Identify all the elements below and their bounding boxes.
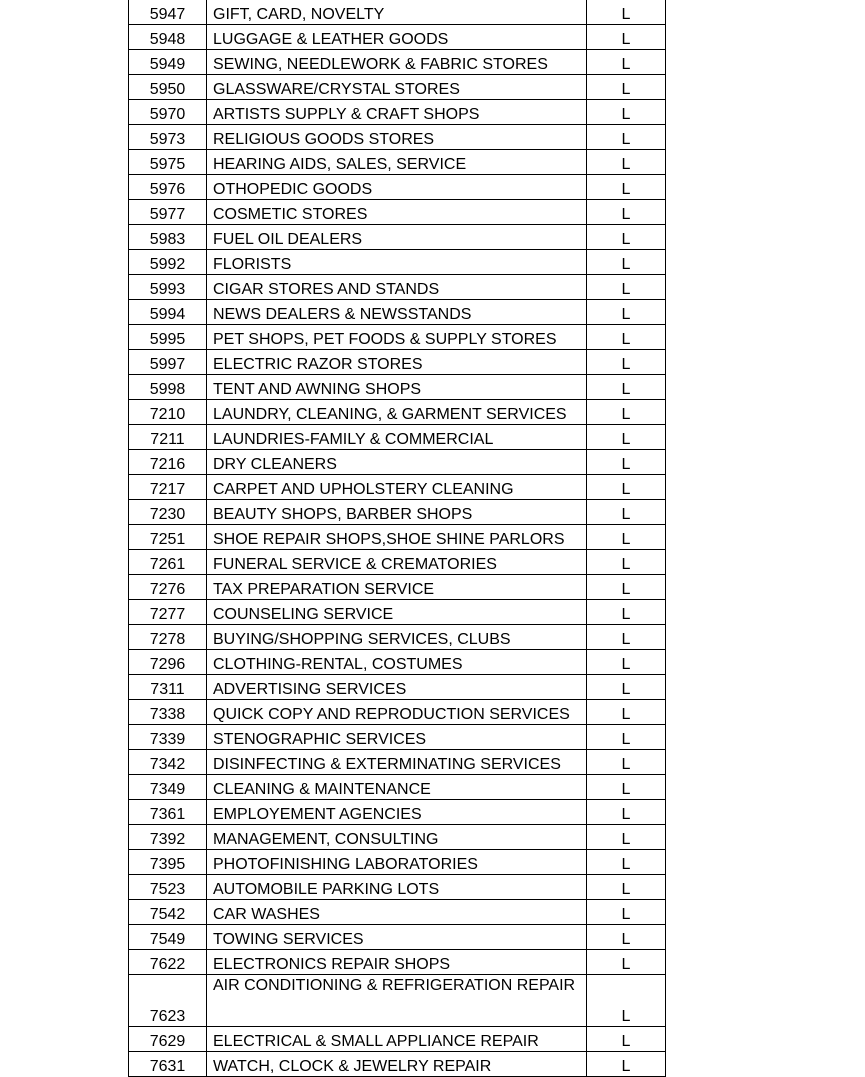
code-cell: 7277 [129, 600, 207, 625]
code-cell: 7542 [129, 900, 207, 925]
flag-cell: L [587, 500, 666, 525]
description-cell: COSMETIC STORES [207, 200, 587, 225]
flag-cell: L [587, 250, 666, 275]
code-cell: 7210 [129, 400, 207, 425]
flag-cell: L [587, 150, 666, 175]
description-cell: COUNSELING SERVICE [207, 600, 587, 625]
code-cell: 7623 [129, 975, 207, 1027]
table-row [129, 725, 666, 750]
table-row [129, 700, 666, 725]
code-cell: 7261 [129, 550, 207, 575]
table-row [129, 225, 666, 250]
description-cell: CAR WASHES [207, 900, 587, 925]
table-row [129, 125, 666, 150]
flag-cell: L [587, 300, 666, 325]
table-row [129, 875, 666, 900]
flag-cell: L [587, 1027, 666, 1052]
flag-cell: L [587, 975, 666, 1027]
flag-cell: L [587, 375, 666, 400]
flag-cell: L [587, 450, 666, 475]
description-cell: GLASSWARE/CRYSTAL STORES [207, 75, 587, 100]
description-cell: CIGAR STORES AND STANDS [207, 275, 587, 300]
code-cell: 7230 [129, 500, 207, 525]
code-cell: 7549 [129, 925, 207, 950]
description-cell: NEWS DEALERS & NEWSSTANDS [207, 300, 587, 325]
code-cell: 7278 [129, 625, 207, 650]
flag-cell: L [587, 200, 666, 225]
description-cell: ELECTRIC RAZOR STORES [207, 350, 587, 375]
description-cell: ELECTRICAL & SMALL APPLIANCE REPAIR [207, 1027, 587, 1052]
code-cell: 7342 [129, 750, 207, 775]
flag-cell: L [587, 350, 666, 375]
flag-cell: L [587, 725, 666, 750]
description-cell: EMPLOYEMENT AGENCIES [207, 800, 587, 825]
code-cell: 7349 [129, 775, 207, 800]
flag-cell: L [587, 175, 666, 200]
table-row [129, 800, 666, 825]
code-cell: 7217 [129, 475, 207, 500]
flag-cell: L [587, 0, 666, 25]
flag-cell: L [587, 400, 666, 425]
flag-cell: L [587, 75, 666, 100]
code-cell: 5993 [129, 275, 207, 300]
description-cell: FUNERAL SERVICE & CREMATORIES [207, 550, 587, 575]
flag-cell: L [587, 275, 666, 300]
description-cell: PHOTOFINISHING LABORATORIES [207, 850, 587, 875]
description-cell: CARPET AND UPHOLSTERY CLEANING [207, 475, 587, 500]
code-cell: 5997 [129, 350, 207, 375]
flag-cell: L [587, 475, 666, 500]
flag-cell: L [587, 825, 666, 850]
flag-cell: L [587, 1052, 666, 1077]
table-row [129, 975, 666, 1027]
flag-cell: L [587, 675, 666, 700]
flag-cell: L [587, 650, 666, 675]
code-cell: 7622 [129, 950, 207, 975]
flag-cell: L [587, 25, 666, 50]
code-cell: 7296 [129, 650, 207, 675]
code-cell: 7339 [129, 725, 207, 750]
description-cell: ELECTRONICS REPAIR SHOPS [207, 950, 587, 975]
code-cell: 5975 [129, 150, 207, 175]
table-row [129, 825, 666, 850]
flag-cell: L [587, 950, 666, 975]
flag-cell: L [587, 700, 666, 725]
code-cell: 5947 [129, 0, 207, 25]
description-cell: CLEANING & MAINTENANCE [207, 775, 587, 800]
code-cell: 5949 [129, 50, 207, 75]
code-cell: 7395 [129, 850, 207, 875]
description-cell: TOWING SERVICES [207, 925, 587, 950]
description-cell: RELIGIOUS GOODS STORES [207, 125, 587, 150]
table-row [129, 450, 666, 475]
flag-cell: L [587, 750, 666, 775]
table-row [129, 675, 666, 700]
code-cell: 5973 [129, 125, 207, 150]
table-body [129, 0, 666, 1077]
flag-cell: L [587, 575, 666, 600]
flag-cell: L [587, 875, 666, 900]
code-cell: 7361 [129, 800, 207, 825]
table-row [129, 525, 666, 550]
flag-cell: L [587, 225, 666, 250]
description-cell: STENOGRAPHIC SERVICES [207, 725, 587, 750]
table-row [129, 150, 666, 175]
code-cell: 5970 [129, 100, 207, 125]
flag-cell: L [587, 325, 666, 350]
flag-cell: L [587, 775, 666, 800]
description-cell: MANAGEMENT, CONSULTING [207, 825, 587, 850]
table-row [129, 375, 666, 400]
description-cell: QUICK COPY AND REPRODUCTION SERVICES [207, 700, 587, 725]
table-row [129, 850, 666, 875]
description-cell: OTHOPEDIC GOODS [207, 175, 587, 200]
description-cell: ADVERTISING SERVICES [207, 675, 587, 700]
code-cell: 7211 [129, 425, 207, 450]
table-row [129, 500, 666, 525]
table-row [129, 425, 666, 450]
code-cell: 5976 [129, 175, 207, 200]
flag-cell: L [587, 850, 666, 875]
flag-cell: L [587, 600, 666, 625]
table-row [129, 1027, 666, 1052]
code-cell: 5995 [129, 325, 207, 350]
code-cell: 5948 [129, 25, 207, 50]
flag-cell: L [587, 925, 666, 950]
table-row [129, 200, 666, 225]
flag-cell: L [587, 900, 666, 925]
flag-cell: L [587, 800, 666, 825]
code-cell: 5983 [129, 225, 207, 250]
description-cell: FLORISTS [207, 250, 587, 275]
code-cell: 7392 [129, 825, 207, 850]
description-cell: LAUNDRIES-FAMILY & COMMERCIAL [207, 425, 587, 450]
code-cell: 5994 [129, 300, 207, 325]
description-cell: AIR CONDITIONING & REFRIGERATION REPAIR [207, 975, 587, 1027]
table-row [129, 0, 666, 25]
code-cell: 7216 [129, 450, 207, 475]
table-row [129, 475, 666, 500]
flag-cell: L [587, 625, 666, 650]
description-cell: LAUNDRY, CLEANING, & GARMENT SERVICES [207, 400, 587, 425]
code-cell: 5992 [129, 250, 207, 275]
description-cell: LUGGAGE & LEATHER GOODS [207, 25, 587, 50]
table-row [129, 925, 666, 950]
table-row [129, 300, 666, 325]
table-row [129, 100, 666, 125]
code-cell: 7631 [129, 1052, 207, 1077]
table-row [129, 1052, 666, 1077]
description-cell: GIFT, CARD, NOVELTY [207, 0, 587, 25]
table-row [129, 575, 666, 600]
description-cell: WATCH, CLOCK & JEWELRY REPAIR [207, 1052, 587, 1077]
table-row [129, 775, 666, 800]
code-cell: 5998 [129, 375, 207, 400]
table-row [129, 325, 666, 350]
code-cell: 5977 [129, 200, 207, 225]
table-row [129, 650, 666, 675]
flag-cell: L [587, 100, 666, 125]
description-cell: DISINFECTING & EXTERMINATING SERVICES [207, 750, 587, 775]
description-cell: ARTISTS SUPPLY & CRAFT SHOPS [207, 100, 587, 125]
table-row [129, 400, 666, 425]
table-row [129, 600, 666, 625]
description-cell: HEARING AIDS, SALES, SERVICE [207, 150, 587, 175]
flag-cell: L [587, 425, 666, 450]
table-row [129, 550, 666, 575]
code-cell: 7251 [129, 525, 207, 550]
description-cell: BUYING/SHOPPING SERVICES, CLUBS [207, 625, 587, 650]
table-row [129, 625, 666, 650]
description-cell: CLOTHING-RENTAL, COSTUMES [207, 650, 587, 675]
code-cell: 5950 [129, 75, 207, 100]
description-cell: AUTOMOBILE PARKING LOTS [207, 875, 587, 900]
description-cell: SHOE REPAIR SHOPS,SHOE SHINE PARLORS [207, 525, 587, 550]
table-row [129, 950, 666, 975]
description-cell: FUEL OIL DEALERS [207, 225, 587, 250]
table-row [129, 350, 666, 375]
table-row [129, 250, 666, 275]
table-row [129, 25, 666, 50]
code-cell: 7523 [129, 875, 207, 900]
flag-cell: L [587, 525, 666, 550]
table-row [129, 175, 666, 200]
description-cell: TAX PREPARATION SERVICE [207, 575, 587, 600]
code-cell: 7311 [129, 675, 207, 700]
description-cell: DRY CLEANERS [207, 450, 587, 475]
table-row [129, 50, 666, 75]
description-cell: BEAUTY SHOPS, BARBER SHOPS [207, 500, 587, 525]
description-cell: PET SHOPS, PET FOODS & SUPPLY STORES [207, 325, 587, 350]
table-row [129, 750, 666, 775]
flag-cell: L [587, 550, 666, 575]
description-cell: TENT AND AWNING SHOPS [207, 375, 587, 400]
code-cell: 7276 [129, 575, 207, 600]
code-cell: 7629 [129, 1027, 207, 1052]
merchant-category-table [128, 0, 666, 1077]
code-cell: 7338 [129, 700, 207, 725]
table-row [129, 900, 666, 925]
description-cell: SEWING, NEEDLEWORK & FABRIC STORES [207, 50, 587, 75]
table-row [129, 275, 666, 300]
flag-cell: L [587, 125, 666, 150]
flag-cell: L [587, 50, 666, 75]
table-row [129, 75, 666, 100]
